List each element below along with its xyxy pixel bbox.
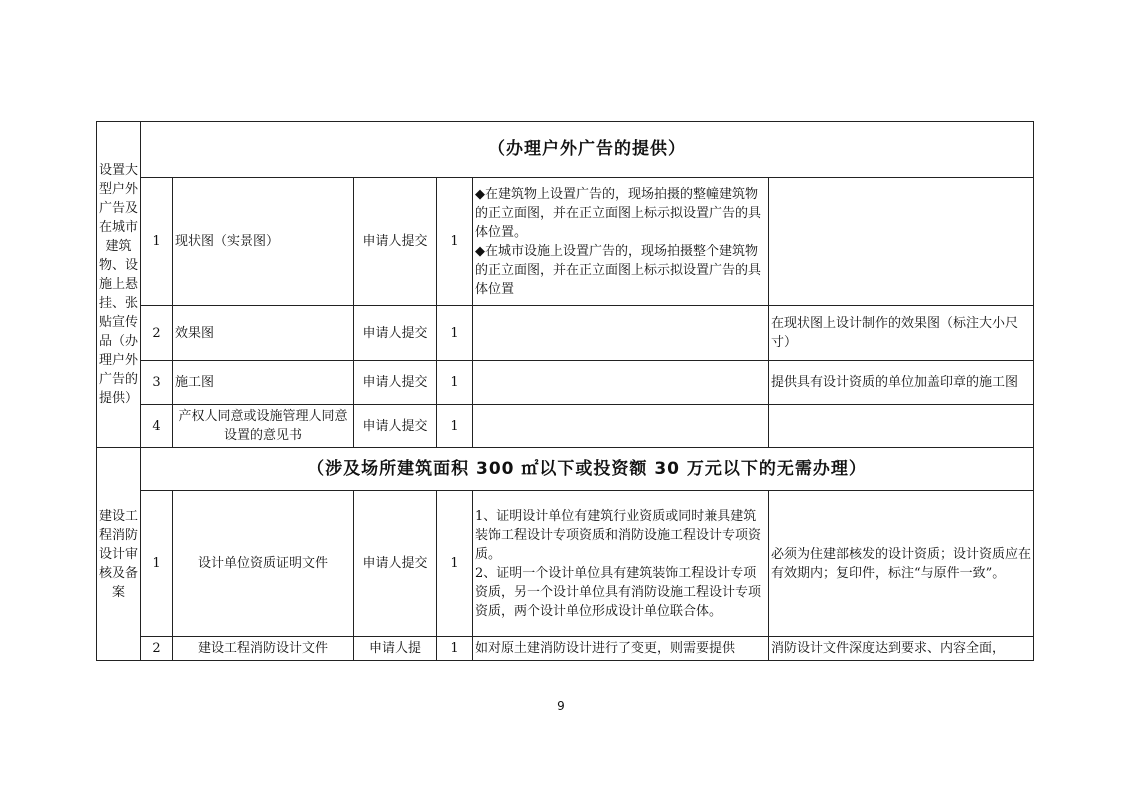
- material-note: 提供具有设计资质的单位加盖印章的施工图: [769, 361, 1034, 405]
- material-note: 消防设计文件深度达到要求、内容全面，: [769, 637, 1034, 661]
- description-line: ◆在建筑物上设置广告的，现场拍摄的整幢建筑物的正立面图，并在正立面图上标示拟设置广告的具体位置。: [475, 186, 762, 240]
- material-note: [769, 178, 1034, 306]
- section-heading-row: [97, 448, 1034, 491]
- material-count: 1: [437, 491, 473, 637]
- material-name: 建设工程消防设计文件: [173, 637, 354, 661]
- material-name: 设计单位资质证明文件: [173, 491, 354, 637]
- material-description: [473, 306, 769, 361]
- material-name: 现状图（实景图）: [173, 178, 354, 306]
- material-count: 1: [437, 178, 473, 306]
- material-name: 产权人同意或设施管理人同意设置的意见书: [173, 405, 354, 448]
- table-row: [97, 178, 1034, 306]
- row-number: 1: [141, 178, 173, 306]
- section-heading-row: [97, 122, 1034, 178]
- materials-table: [96, 121, 1034, 661]
- table-row: [97, 405, 1034, 448]
- row-number: 2: [141, 637, 173, 661]
- page-number: 9: [557, 699, 565, 713]
- category-cell: 建设工程消防设计审核及备案: [97, 448, 141, 661]
- material-description: [473, 491, 769, 637]
- material-note: 必须为住建部核发的设计资质；设计资质应在有效期内；复印件，标注“与原件一致”。: [769, 491, 1034, 637]
- material-source: 申请人提交: [354, 405, 437, 448]
- material-description: [473, 637, 769, 661]
- material-count: 1: [437, 405, 473, 448]
- material-count: 1: [437, 361, 473, 405]
- section-heading: （涉及场所建筑面积 300 ㎡以下或投资额 30 万元以下的无需办理）: [141, 448, 1034, 491]
- row-number: 1: [141, 491, 173, 637]
- material-note: [769, 405, 1034, 448]
- material-note: 在现状图上设计制作的效果图（标注大小尺寸）: [769, 306, 1034, 361]
- section-heading: （办理户外广告的提供）: [141, 122, 1034, 178]
- material-count: 1: [437, 306, 473, 361]
- table-row: [97, 306, 1034, 361]
- material-source: 申请人提交: [354, 361, 437, 405]
- material-name: 施工图: [173, 361, 354, 405]
- material-description: [473, 361, 769, 405]
- material-name: 效果图: [173, 306, 354, 361]
- description-line: ◆在城市设施上设置广告的，现场拍摄整个建筑物的正立面图，并在正立面图上标示拟设置广告的具体位置: [475, 243, 762, 297]
- table-row: [97, 361, 1034, 405]
- table-row: [97, 637, 1034, 661]
- description-line: 如对原土建消防设计进行了变更，则需要提供: [475, 641, 736, 656]
- description-line: 1、证明设计单位有建筑行业资质或同时兼具建筑装饰工程设计专项资质和消防设施工程设计专项资质。: [475, 508, 762, 562]
- table-row: [97, 491, 1034, 637]
- row-number: 3: [141, 361, 173, 405]
- row-number: 4: [141, 405, 173, 448]
- material-source: 申请人提交: [354, 306, 437, 361]
- material-count: 1: [437, 637, 473, 661]
- material-description: [473, 405, 769, 448]
- description-line: 2、证明一个设计单位具有建筑装饰工程设计专项资质，另一个设计单位具有消防设施工程设计专项资质，两个设计单位形成设计单位联合体。: [475, 565, 762, 619]
- material-description: [473, 178, 769, 306]
- material-source: 申请人提交: [354, 178, 437, 306]
- category-cell: 设置大型户外广告及在城市建筑物、设施上悬挂、张贴宣传品（办理户外广告的提供）: [97, 122, 141, 448]
- material-source: 申请人提: [354, 637, 437, 661]
- material-source: 申请人提交: [354, 491, 437, 637]
- row-number: 2: [141, 306, 173, 361]
